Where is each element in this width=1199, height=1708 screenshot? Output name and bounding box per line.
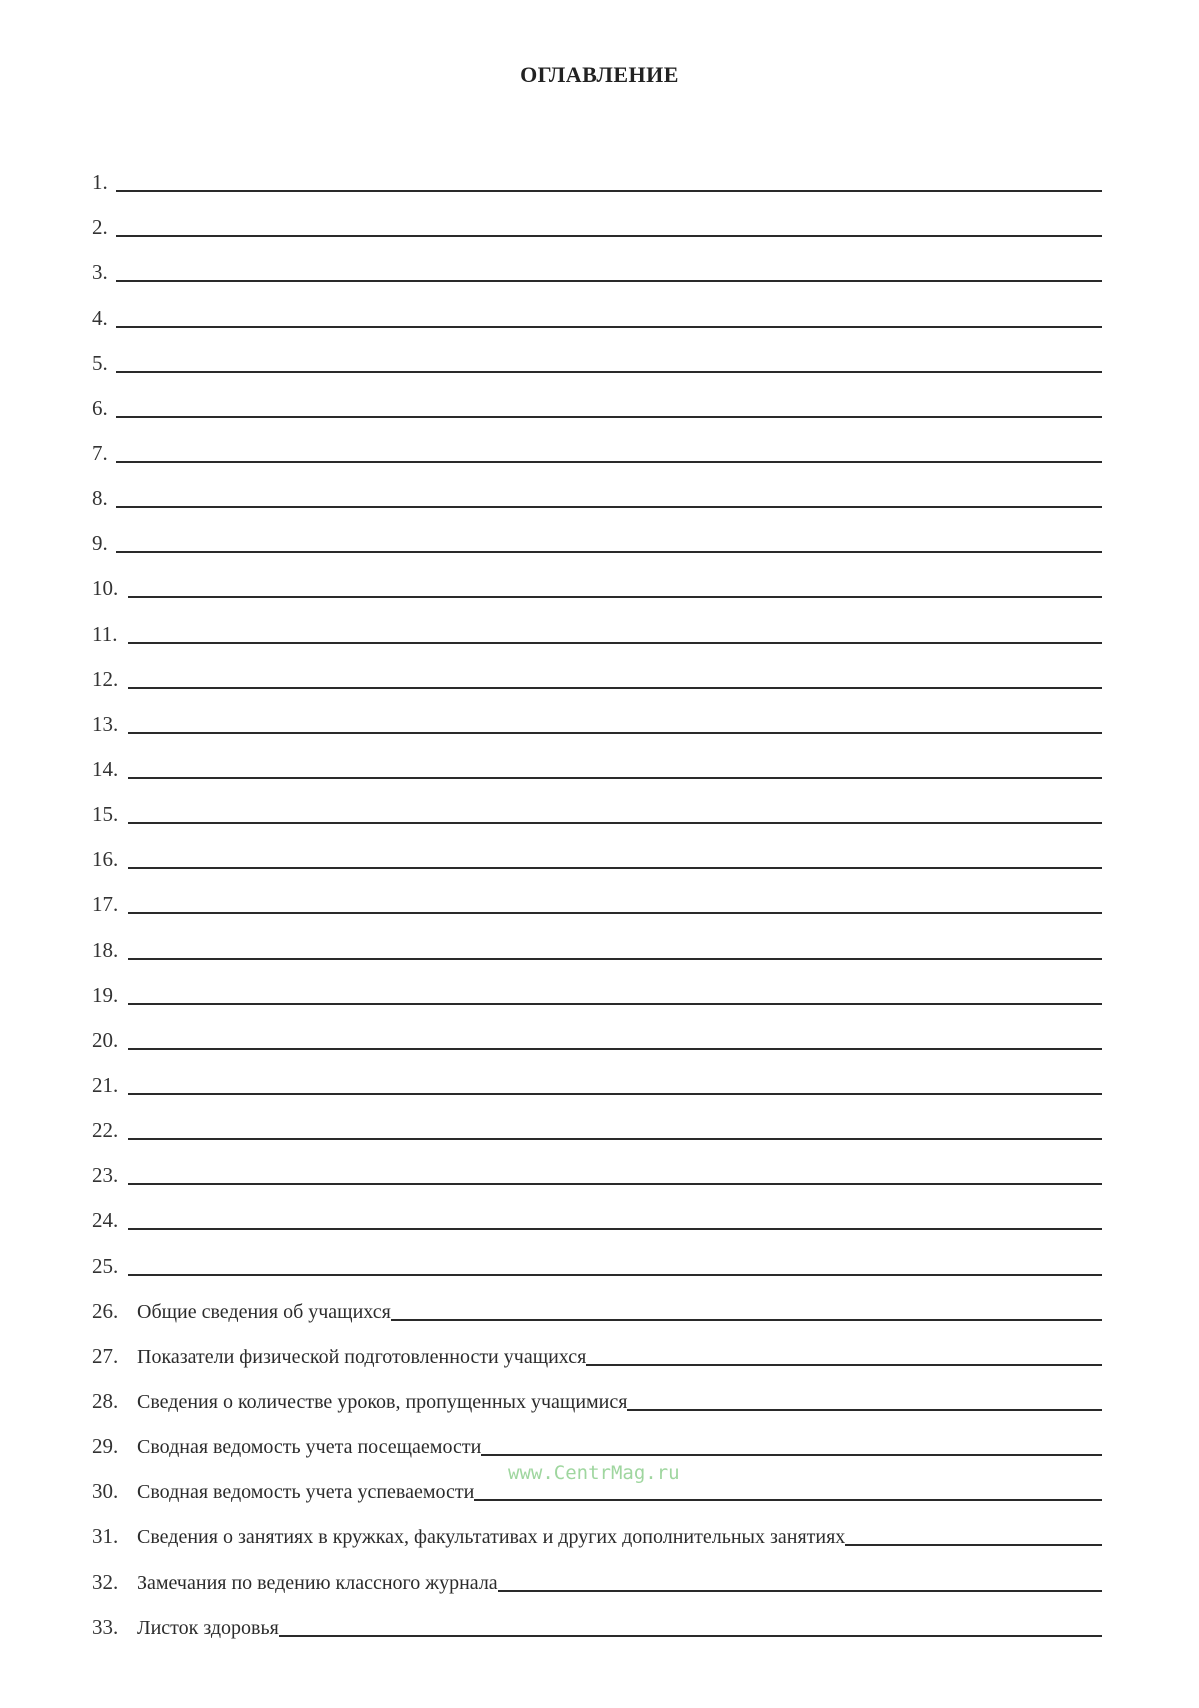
fill-in-line <box>128 912 1102 914</box>
watermark: www.CentrMag.ru <box>508 1462 680 1484</box>
toc-entry <box>92 331 1102 376</box>
toc-entry <box>92 285 1102 330</box>
toc-entry-number: 30. <box>92 1479 119 1504</box>
toc-entry-number: 21. <box>92 1072 119 1097</box>
fill-in-line <box>116 461 1102 463</box>
toc-entry-number: 6. <box>92 395 108 420</box>
fill-in-line <box>116 280 1102 282</box>
toc-entry <box>92 872 1102 917</box>
toc-entry <box>92 1324 1102 1369</box>
toc-entry <box>92 556 1102 601</box>
toc-entry-number: 8. <box>92 486 108 511</box>
toc-entry-number: 16. <box>92 847 119 872</box>
toc-entry-title: Листок здоровья <box>137 1616 279 1639</box>
fill-in-line <box>498 1590 1102 1592</box>
toc-entry <box>92 511 1102 556</box>
fill-in-line <box>116 506 1102 508</box>
fill-in-line <box>116 551 1102 553</box>
toc-entry <box>92 737 1102 782</box>
toc-entry-number: 33. <box>92 1614 119 1639</box>
fill-in-line <box>279 1635 1102 1637</box>
toc-entry <box>92 466 1102 511</box>
toc-entry-title: Сводная ведомость учета посещаемости <box>137 1436 482 1459</box>
toc-entry-number: 17. <box>92 892 119 917</box>
fill-in-line <box>128 687 1102 689</box>
toc-entry <box>92 647 1102 692</box>
fill-in-line <box>116 190 1102 192</box>
toc-entry-number: 14. <box>92 756 119 781</box>
toc-entry-number: 29. <box>92 1434 119 1459</box>
toc-entry <box>92 1143 1102 1188</box>
toc-entry <box>92 1369 1102 1414</box>
fill-in-line <box>845 1544 1102 1546</box>
toc-entry-number: 31. <box>92 1524 119 1549</box>
fill-in-line <box>391 1319 1102 1321</box>
toc-entry <box>92 1233 1102 1278</box>
toc-entry <box>92 692 1102 737</box>
toc-entry-number: 18. <box>92 937 119 962</box>
fill-in-line <box>128 822 1102 824</box>
toc-entry <box>92 240 1102 285</box>
fill-in-line <box>128 1093 1102 1095</box>
fill-in-line <box>474 1499 1102 1501</box>
toc-entry-number: 26. <box>92 1298 119 1323</box>
fill-in-line <box>128 1138 1102 1140</box>
fill-in-line <box>116 371 1102 373</box>
fill-in-line <box>128 1003 1102 1005</box>
fill-in-line <box>128 732 1102 734</box>
toc-entry-number: 4. <box>92 305 108 330</box>
fill-in-line <box>128 777 1102 779</box>
table-of-contents <box>92 150 1102 1640</box>
fill-in-line <box>128 958 1102 960</box>
toc-entry-number: 28. <box>92 1388 119 1413</box>
fill-in-line <box>481 1454 1102 1456</box>
toc-entry <box>92 1098 1102 1143</box>
fill-in-line <box>128 867 1102 869</box>
toc-entry-number: 24. <box>92 1208 119 1233</box>
toc-entry <box>92 1549 1102 1594</box>
toc-entry-number: 19. <box>92 982 119 1007</box>
toc-entry <box>92 1008 1102 1053</box>
toc-entry-number: 5. <box>92 350 108 375</box>
toc-entry-number: 13. <box>92 711 119 736</box>
toc-entry-number: 27. <box>92 1343 119 1368</box>
fill-in-line <box>128 1274 1102 1276</box>
toc-entry-number: 3. <box>92 260 108 285</box>
page-title: ОГЛАВЛЕНИЕ <box>520 62 679 87</box>
toc-entry-title: Общие сведения об учащихся <box>137 1300 391 1323</box>
toc-entry-number: 10. <box>92 576 119 601</box>
fill-in-line <box>627 1409 1102 1411</box>
toc-entry-number: 7. <box>92 440 108 465</box>
toc-entry <box>92 1188 1102 1233</box>
fill-in-line <box>128 1048 1102 1050</box>
toc-entry <box>92 1504 1102 1549</box>
toc-entry <box>92 1053 1102 1098</box>
fill-in-line <box>116 416 1102 418</box>
toc-entry <box>92 1595 1102 1640</box>
toc-entry-number: 15. <box>92 802 119 827</box>
toc-entry <box>92 917 1102 962</box>
fill-in-line <box>116 235 1102 237</box>
toc-entry-number: 20. <box>92 1027 119 1052</box>
fill-in-line <box>128 1228 1102 1230</box>
toc-entry-number: 32. <box>92 1569 119 1594</box>
fill-in-line <box>128 1183 1102 1185</box>
toc-entry <box>92 421 1102 466</box>
fill-in-line <box>586 1364 1102 1366</box>
toc-entry-title: Сведения о количестве уроков, пропущенных учащимися <box>137 1390 628 1413</box>
toc-entry <box>92 963 1102 1008</box>
fill-in-line <box>116 326 1102 328</box>
toc-entry-number: 25. <box>92 1253 119 1278</box>
toc-entry-number: 12. <box>92 666 119 691</box>
toc-entry <box>92 150 1102 195</box>
toc-entry <box>92 1414 1102 1459</box>
toc-entry-title: Замечания по ведению классного журнала <box>137 1571 498 1594</box>
toc-entry <box>92 782 1102 827</box>
fill-in-line <box>128 596 1102 598</box>
toc-entry <box>92 195 1102 240</box>
toc-entry-title: Сводная ведомость учета успеваемости <box>137 1481 475 1504</box>
toc-entry-number: 22. <box>92 1118 119 1143</box>
toc-entry-title: Показатели физической подготовленности учащихся <box>137 1345 587 1368</box>
toc-entry <box>92 827 1102 872</box>
toc-entry-number: 9. <box>92 531 108 556</box>
toc-entry-title: Сведения о занятиях в кружках, факультативах и других дополнительных занятиях <box>137 1526 846 1549</box>
fill-in-line <box>128 642 1102 644</box>
toc-entry-number: 2. <box>92 215 108 240</box>
toc-entry-number: 23. <box>92 1163 119 1188</box>
toc-entry-number: 1. <box>92 170 108 195</box>
toc-entry <box>92 601 1102 646</box>
toc-entry <box>92 1279 1102 1324</box>
toc-entry-number: 11. <box>92 621 118 646</box>
toc-entry <box>92 376 1102 421</box>
